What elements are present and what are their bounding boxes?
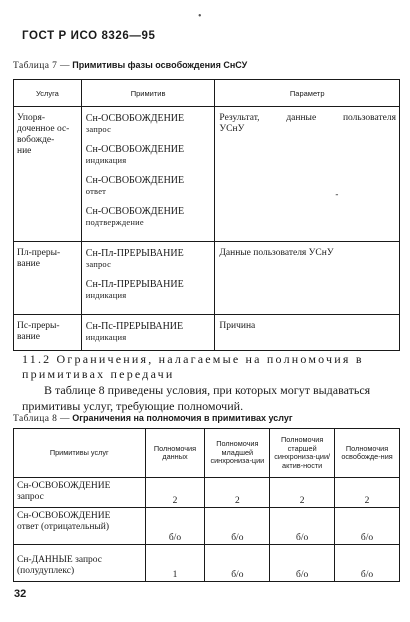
parameter-line: УСнУ — [219, 124, 245, 134]
major-sync-cell: б/о — [270, 545, 335, 582]
primitive-name: Сн-Пс-ПРЕРЫВАНИЕ — [85, 321, 184, 332]
minor-sync-cell: б/о — [205, 508, 270, 545]
table7-row — [14, 107, 400, 242]
service-line: Пл-преры- — [17, 248, 61, 258]
primitive-entry — [86, 144, 213, 166]
primitive-type: индикация — [85, 155, 127, 165]
service-cell — [14, 315, 82, 351]
primitive-cell — [81, 242, 215, 315]
primitive-entry — [86, 113, 213, 135]
primitive-entry — [86, 175, 213, 197]
service-cell — [14, 107, 82, 242]
primitive-name: Сн-ДАННЫЕ запрос — [17, 555, 102, 565]
primitive-type: индикация — [85, 332, 127, 342]
table8-row — [14, 478, 400, 508]
service-line: Пс-преры- — [17, 321, 60, 331]
parameter-line: Данные пользователя УСнУ — [219, 248, 334, 258]
primitive-name: Сн-ОСВОБОЖДЕНИЕ — [85, 206, 185, 217]
table7-caption-prefix: Таблица 7 — — [13, 61, 70, 71]
parameter-cell — [215, 107, 400, 242]
parameter-word: данные — [286, 113, 317, 123]
primitive-name: Сн-ОСВОБОЖДЕНИЕ — [85, 175, 185, 186]
parameter-word: пользователя — [342, 113, 396, 123]
body-paragraph: В таблице 8 приведены условия, при которых могут выдаваться примитивы услуг, требующие полномочий. — [22, 383, 371, 413]
primitive-type: запрос — [85, 124, 112, 134]
primitive-type: индикация — [85, 290, 127, 300]
primitive-type: запрос — [85, 259, 112, 269]
parameter-line: Причина — [219, 321, 256, 331]
page-number: 32 — [14, 588, 27, 600]
service-line: вание — [17, 332, 40, 342]
primitive-entry — [86, 248, 213, 270]
table8-row — [14, 545, 400, 582]
primitive-entry — [86, 206, 213, 228]
primitive-name-cell — [14, 478, 146, 508]
release-token-cell: б/о — [335, 508, 400, 545]
primitive-cell — [81, 315, 215, 351]
table8-caption-prefix: Таблица 8 — — [13, 414, 70, 424]
table7 — [13, 79, 400, 351]
table8-header: Примитивы услуг — [14, 429, 146, 478]
primitive-name: Сн-Пл-ПРЕРЫВАНИЕ — [85, 248, 184, 259]
primitive-name: Сн-Пл-ПРЕРЫВАНИЕ — [85, 279, 184, 290]
parameter-word: Результат, — [219, 113, 260, 123]
release-token-cell: б/о — [335, 545, 400, 582]
document-header: ГОСТ Р ИСО 8326—95 — [22, 30, 156, 42]
table7-caption-title: Примитивы фазы освобождения СнСУ — [72, 60, 248, 70]
primitive-type: запрос — [17, 492, 44, 502]
parameter-cell — [215, 315, 400, 351]
data-token-cell: б/о — [145, 508, 205, 545]
table7-header-service: Услуга — [14, 80, 82, 107]
service-line: вобожде- — [17, 135, 55, 145]
primitive-cell — [81, 107, 215, 242]
table8-header: Полномочия данных — [145, 429, 205, 478]
parameter-cell — [215, 242, 400, 315]
minor-sync-cell: б/о — [205, 545, 270, 582]
primitive-name: Сн-ОСВОБОЖДЕНИЕ — [17, 481, 111, 491]
primitive-name-cell — [14, 508, 146, 545]
minor-sync-cell: 2 — [205, 478, 270, 508]
primitive-entry — [86, 279, 213, 301]
table7-header-parameter: Параметр — [215, 80, 400, 107]
table7-row — [14, 315, 400, 351]
primitive-type: ответ (отрицательный) — [17, 522, 110, 532]
table7-header-primitive: Примитив — [81, 80, 215, 107]
release-token-cell: 2 — [335, 478, 400, 508]
service-line: ние — [17, 146, 32, 156]
table8-header: Полномочия младшей синхрониза-ции — [205, 429, 270, 478]
service-cell — [14, 242, 82, 315]
primitive-entry — [86, 321, 213, 343]
parameter-line — [219, 113, 396, 124]
table8-header-row — [14, 429, 400, 478]
major-sync-cell: б/о — [270, 508, 335, 545]
primitive-name: Сн-ОСВОБОЖДЕНИЕ — [85, 113, 185, 124]
data-token-cell: 2 — [145, 478, 205, 508]
table8-caption-title: Ограничения на полномочия в примитивах услуг — [72, 413, 293, 423]
table8-header: Полномочия старшей синхрониза-ции/актив-ности — [270, 429, 335, 478]
primitive-type: подтверждение — [85, 217, 144, 227]
data-token-cell: 1 — [145, 545, 205, 582]
major-sync-cell: 2 — [270, 478, 335, 508]
primitive-name-cell — [14, 545, 146, 582]
scan-speck: • — [198, 11, 202, 22]
service-line: вание — [17, 259, 40, 269]
parameter-mark: - — [335, 189, 339, 199]
service-line: доченное ос- — [17, 124, 70, 134]
service-line: Упоря- — [17, 113, 46, 123]
primitive-name: Сн-ОСВОБОЖДЕНИЕ — [17, 511, 111, 521]
primitive-type: ответ — [85, 186, 107, 196]
table7-caption — [13, 60, 247, 71]
primitive-name: Сн-ОСВОБОЖДЕНИЕ — [85, 144, 185, 155]
table8-row — [14, 508, 400, 545]
section-heading: 11.2 Ограничения, налагаемые на полномочия в примитивах передачи — [22, 352, 364, 381]
table7-row — [14, 242, 400, 315]
table8 — [13, 428, 400, 582]
primitive-type: (полудуплекс) — [17, 566, 75, 576]
table7-header-row — [14, 80, 400, 107]
table8-caption — [13, 413, 293, 424]
table8-header: Полномочия освобожде-ния — [335, 429, 400, 478]
